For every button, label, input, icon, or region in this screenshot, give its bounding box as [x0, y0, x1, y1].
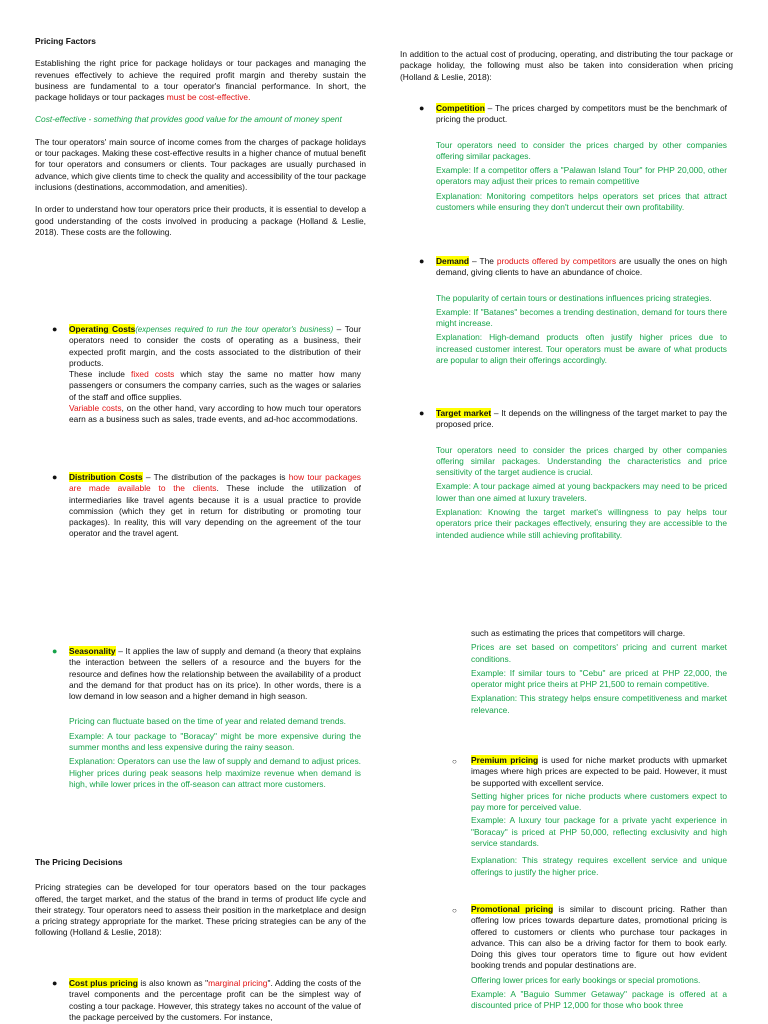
pricing-factors-heading: Pricing Factors [35, 36, 96, 46]
income-paragraph: The tour operators' main source of income comes from the charges of package holidays or tour packages. Making these cost-effective results in a higher chance of mutual benefit for tour operators and consumers or clients. Tour packages are usually purchased in advance, which give clients time to check the quality and accessibility of the tour package inclusions (destinations, accommodation, and amenities). [35, 136, 366, 192]
cost-effective-note: Cost-effective - something that provides good value for the amount of money spent [35, 114, 342, 125]
continued-strategy: such as estimating the prices that competitors will charge. Prices are set based on competitors' pricing and current market conditions. Example: If similar tours to "Cebu" are priced at PHP 22,000, the operator might price theirs at PHP 21,500 to remain competitive. Explanation: This strategy helps ensure competitiveness and market relevance. [471, 628, 727, 715]
bullet-icon: ● [419, 103, 425, 113]
target-market-item: ● Target market – It depends on the willingness of the target market to pay the proposed price. Tour operators need to consider the prices charged by other companies offering similar packages. Understanding the characteristics and price sensitivity of the target audience is crucial. Example: A tour package aimed at young backpackers may need to be priced lower than one aimed at luxury travelers. Explanation: Knowing the target market's willingness to pay helps tour operators price their packages effectively, ensuring they are accessible to the intended audience while still achieving profitability. [419, 408, 727, 540]
cost-plus-item: ● Cost plus pricing is also known as "marginal pricing". Adding the costs of the travel components and the percentage profit can be the simplest way of costing a tour package. However, this strategy takes no account of the value of the package perceived by the customers. For instance, [52, 978, 361, 1022]
circle-bullet-icon: ○ [452, 757, 457, 766]
bullet-icon: ● [52, 324, 58, 334]
target-market-label: Target market [436, 408, 492, 418]
distribution-costs-item: ● Distribution Costs – The distribution of the packages is how tour packages are made available to the clients. These include the utilization of intermediaries like travel agents because it is a usual practice to provide commission (which they get in return for distributing or promoting tour packages). In reality, this will vary depending on the agreement of the tour operator and the travel agent. [52, 472, 361, 539]
intro-paragraph: Establishing the right price for package holidays or tour packages and managing the revenues effectively to achieve the required profit margin and thereby sustain the business are fundamental to a tour operator's financial performance. In short, the package holidays or tour packages must be cost-effective. [35, 58, 366, 103]
seasonality-label: Seasonality [69, 646, 116, 656]
pricing-decisions-section: The Pricing Decisions Pricing strategies can be developed for tour operators based on the tour packages offered, the target market, and the status of the brand in terms of product life cycle and their strategy. Tour operators need to assess their position in the marketplace and design a pricing strategy appropriate for the market. These pricing strategies can be any of the following (Holland & Leslie, 2018): [35, 857, 366, 938]
seasonality-item: ● Seasonality – It applies the law of supply and demand (a theory that explains the interaction between the sellers of a resource and the buyers for the resource and defines how the relationship between the availability of a product and the demand for that product has on its price). In other words, there is a low demand in low season and a higher demand in high season. Pricing can fluctuate based on the time of year and related demand trends. Example: A tour package to "Boracay" might be more expensive during the summer months and less expensive during the rainy season. Explanation: Operators can use the law of supply and demand to adjust prices. Higher prices during peak seasons help maximize revenue when demand is high, while lower prices in the off-season can attract more customers. [52, 646, 361, 789]
promotional-pricing-item: ○ Promotional pricing is similar to discount pricing. Rather than offering low prices towards departure dates, promotional pricing is offered to customers or clients who purchase tour packages in advance. This can also be a driving factor for them to book early. Doing this gives tour operators time to figure out how evident booking trends and popular destinations are. Offering lower prices for early bookings or special promotions. Example: A "Baguio Summer Getaway" package is offered at a discounted price of PHP 12,000 for those who book three [452, 904, 727, 1011]
right-column-intro: In addition to the actual cost of producing, operating, and distributing the tour package or package holiday, the following must also be taken into consideration when pricing (Holland & Leslie, 2018): [400, 49, 733, 82]
bullet-icon: ● [419, 408, 425, 418]
demand-label: Demand [436, 256, 470, 266]
bullet-icon: ● [419, 256, 425, 266]
competition-label: Competition [436, 103, 485, 113]
promotional-pricing-label: Promotional pricing [471, 904, 554, 914]
fixed-costs-text: These include fixed costs which stay the same no matter how many passengers or consumers the company carries, such as the wages or salaries of the staff and office supplies. [69, 369, 361, 402]
left-column [35, 36, 366, 238]
premium-pricing-item: ○ Premium pricing is used for niche market products with upmarket images where high prices are expected to be paid. However, it must be supported with excellent service. Setting higher prices for niche products where customers expect to pay more for perceived value. Example: A luxury tour package for a private yacht experience in "Boracay" is priced at PHP 50,000, reflecting exclusivity and high service standards. Explanation: This strategy requires excellent service and unique offerings to justify the higher price. [452, 755, 727, 877]
operating-costs-item: ● Operating Costs(expenses required to run the tour operator's business) – Tour operators need to consider the costs of operating as a business, their expected profit margin, and the costs associated to the distribution of their products. These include fixed costs which stay the same no matter how many passengers or consumers the company carries, such as the wages or salaries of the staff and office supplies. Variable costs, on the other hand, vary according to how much tour operators earn as a business such as sales, trade events, and ad-hoc accommodations. [52, 324, 362, 425]
distribution-costs-label: Distribution Costs [69, 472, 143, 482]
premium-pricing-label: Premium pricing [471, 755, 539, 765]
cost-plus-label: Cost plus pricing [69, 978, 138, 988]
pricing-decisions-heading: The Pricing Decisions [35, 857, 123, 867]
circle-bullet-icon: ○ [452, 906, 457, 915]
competition-item: ● Competition – The prices charged by competitors must be the benchmark of pricing the product. Tour operators need to consider the prices charged by other companies offering similar packages. Example: If a competitor offers a "Palawan Island Tour" for PHP 20,000, other operators may adjust their prices to remain competitive Explanation: Monitoring competitors helps operators set prices that attract customers while ensuring they don't undercut their own profitability. [419, 103, 727, 213]
bullet-icon: ● [52, 978, 58, 988]
demand-item: ● Demand – The products offered by competitors are usually the ones on high demand, giving clients to have an abundance of choice. The popularity of certain tours or destinations influences pricing strategies. Example: If "Batanes" becomes a trending destination, demand for tours there might increase. Explanation: High-demand products often justify higher prices due to increased customer interest. Tour operators must be aware of what products are popular to align their offerings accordingly. [419, 256, 728, 366]
variable-costs-text: Variable costs, on the other hand, vary according to how much tour operators earn as a business such as sales, trade events, and ad-hoc accommodations. [69, 403, 362, 425]
bullet-icon: ● [52, 472, 58, 482]
operating-costs-label: Operating Costs [69, 324, 136, 334]
understand-paragraph: In order to understand how tour operators price their products, it is essential to develop a good understanding of the costs involved in producing a package (Holland & Leslie, 2018). These costs are the following. [35, 204, 366, 237]
bullet-icon: ● [52, 646, 58, 656]
